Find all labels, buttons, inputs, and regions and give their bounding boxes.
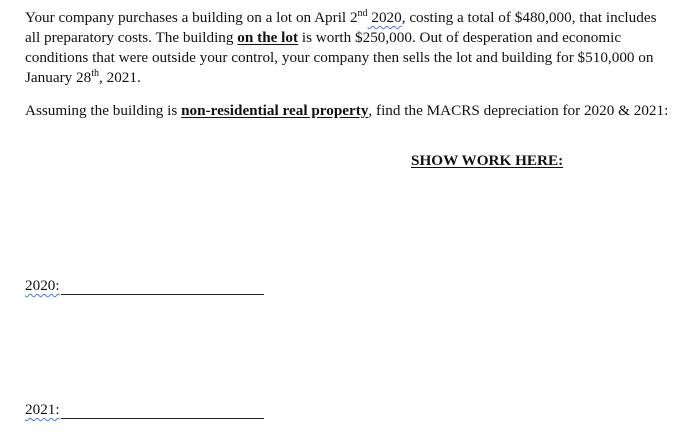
answer-row-2021 [25,401,264,419]
p2-text-2: , find the MACRS depreciation for 2020 & 2021: [368,102,669,119]
answer-label-2021: 2021: [25,401,60,418]
p2-text-1: Assuming the building is [25,102,182,119]
problem-paragraph-1 [25,8,665,88]
show-work-heading: SHOW WORK HERE: [411,152,564,169]
p1-emphasis-on-the-lot: on the lot [237,29,299,46]
p1-ordinal-th: th [91,68,99,79]
answer-blank-2021[interactable] [61,404,264,419]
problem-paragraph-2 [25,101,670,121]
p1-ordinal-nd: nd [357,8,368,19]
answer-label-2020: 2020: [25,277,60,294]
p1-text-1: Your company purchases a building on a lot on April 2 [25,9,358,26]
answer-row-2020 [25,277,264,295]
p1-year: 2020 [367,9,402,26]
p1-text-3: is worth $250,000. Out of desperation and economic conditions that were outside your control, your company then sells the lot and building for $510,000 on January 28 [25,29,654,86]
p1-text-4: , 2021. [99,69,141,86]
p2-emphasis-property-type: non-residential real property [181,102,369,119]
p1-text-2: , costing a total of $480,000, that includes all preparatory costs. The building [25,9,657,46]
answer-blank-2020[interactable] [61,280,264,295]
